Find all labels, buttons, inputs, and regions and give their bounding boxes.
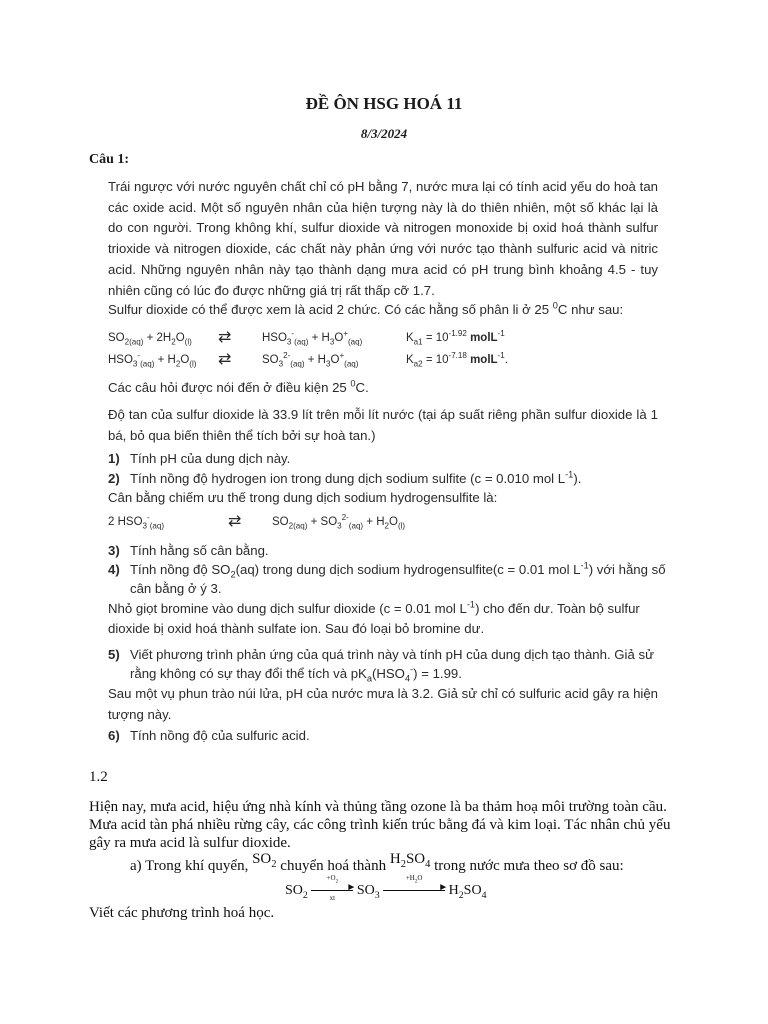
question-6: 6) Tính nồng độ của sulfuric acid. — [108, 728, 310, 743]
question-5: 5) Viết phương trình phản ứng của quá trình này và tính pH của dung dịch tạo thành. Giả sử — [108, 647, 654, 662]
so2-intro: Sulfur dioxide có thể được xem là acid 2 chức. Có các hằng số phân li ở 25 $^0$C như sau: — [108, 300, 624, 317]
equation-1-right: $HSO_3^-_{(aq)} + H_3O^+_{(aq)}$ — [262, 329, 363, 347]
reaction-scheme: $SO_2$ $+O_2$ ► xt $SO_3$ $+H_2O$ ► $H_2SO_4$ — [285, 874, 487, 902]
question-5-line2: rằng không có sự thay đổi thể tích và $pK_a(HSO_4^-) = 1.99$. — [130, 664, 462, 684]
ka1-constant: $K_{a1} = 10^{-1.92}$ molL$^{-1}$ — [406, 329, 505, 347]
equation-1-left: $SO_{2(aq)} + 2H_2O_{(l)}$ — [108, 332, 192, 347]
page-title: ĐỀ ÔN HSG HOÁ 11 — [305, 94, 463, 113]
solubility-text: Độ tan của sulfur dioxide là 33.9 lít trên mỗi lít nước (tại áp suất riêng phần sulfur dioxide là 1 bá, bỏ qua biến thiên thể tích bởi sự hoà tan.) — [108, 407, 658, 443]
ka2-constant: $K_{a2} = 10^{-7.18}$ molL$^{-1}$. — [406, 351, 508, 369]
question-4: 4) Tính nồng độ $SO_2(aq)$ trong dung dịch sodium hydrogensulfite(c = 0.01 mol $L^{-1}$) với hằng số — [108, 560, 666, 580]
dominant-equilibrium-text: Cân bằng chiếm ưu thế trong dung dịch sodium hydrogensulfite là: — [108, 490, 498, 505]
question-label: Câu 1: — [89, 152, 130, 167]
question-3: 3) Tính hằng số cân bằng. — [108, 543, 269, 558]
page-date: 8/3/2024 — [360, 126, 408, 141]
bromine-text: Nhỏ giọt bromine vào dung dịch sulfur dioxide (c = 0.01 mol $L^{-1}$) cho đến dư. Toàn bộ sulfur — [108, 599, 640, 616]
section-intro: Hiện nay, mưa acid, hiệu ứng nhà kính và thủng tầng ozone là ba thảm hoạ môi trường toàn cầu. Mưa acid tàn phá nhiều rừng cây, các công trình kiến trúc bằng đá và kim loại. Tác nhân chủ yếu gây ra mưa acid là sulfur dioxide. — [89, 799, 671, 851]
part-a-text: a) Trong khí quyển, $SO_2$ chuyển hoá thành $H_2SO_4$ trong nước mưa theo sơ đồ sau: — [130, 851, 624, 874]
equation-2-left: $HSO_3^-_{(aq)} + H_2O_{(l)}$ — [108, 351, 197, 369]
bromine-text-line2: dioxide bị oxid hoá thành sulfate ion. Sau đó loại bỏ bromine dư. — [108, 621, 485, 636]
intro-paragraph: Trái ngược với nước nguyên chất chỉ có pH bằng 7, nước mưa lại có tính acid yếu do hoà tan các oxide acid. Một số nguyên nhân của hiện tượng này là do thiên nhiên, một số khác lại là do con người. Trong không khí, sulfur dioxide và nitrogen monoxide bị oxid hoá thành sulfur trioxide và nitrogen dioxide, các chất này phản ứng với nước tạo thành sulfuric acid và nitric acid. Những nguyên nhân này tạo thành dạng mưa acid có pH trung bình khoảng 4.5 - tuy nhiên cũng có lúc đo được những giá trị rất thấp cỡ 1.7. — [108, 179, 658, 298]
equation-3-left: 2 $HSO_3^-_{(aq)}$ — [108, 513, 164, 531]
equilibrium-arrow-icon: ⇄ — [218, 351, 231, 368]
question-4-line2: cân bằng ở ý 3. — [130, 581, 222, 596]
conditions-text: Các câu hỏi được nói đến ở điều kiện 25 $^0$C. — [108, 378, 369, 395]
section-label: 1.2 — [89, 769, 108, 785]
equation-2-right: $SO_3^{2-}_{(aq)} + H_3O^+_{(aq)}$ — [262, 351, 359, 369]
equilibrium-arrow-icon: ⇄ — [218, 329, 231, 346]
question-1: 1) Tính pH của dung dịch này. — [108, 451, 291, 466]
volcano-text: Sau một vụ phun trào núi lửa, pH của nước mưa là 3.2. Giả sử chỉ có sulfuric acid gây ra hiện tượng này. — [108, 686, 658, 722]
question-2: 2) Tính nồng độ hydrogen ion trong dung dịch sodium sulfite (c = 0.010 mol $L^{-1}$). — [108, 469, 582, 486]
write-equations-text: Viết các phương trình hoá học. — [89, 905, 275, 921]
equilibrium-arrow-icon: ⇄ — [228, 513, 241, 530]
equation-3-right: $SO_{2(aq)} + SO_3^{2-}_{(aq)} + H_2O_{(l)}$ — [272, 513, 406, 531]
